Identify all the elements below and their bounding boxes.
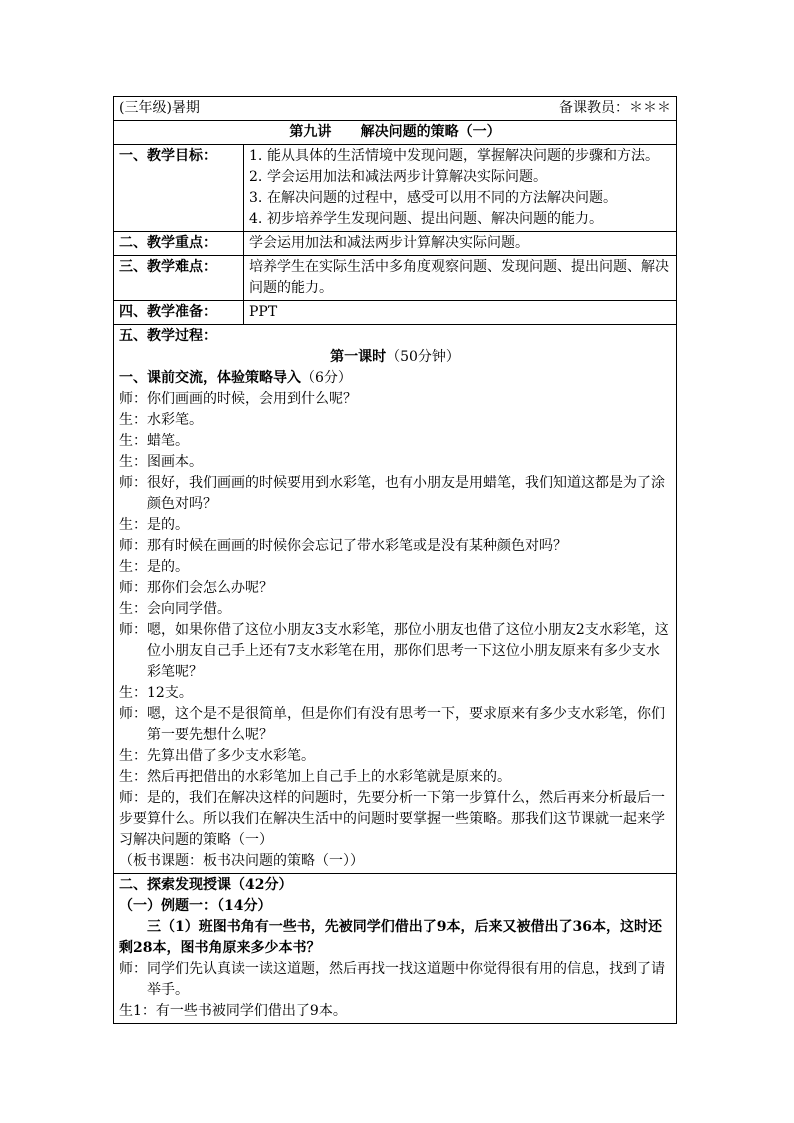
difficulties-text: 培养学生在实际生活中多角度观察问题、发现问题、提出问题、解决问题的能力。 xyxy=(244,256,677,301)
goals-label: 一、教学目标： xyxy=(114,145,244,232)
speech-text: 先算出借了多少支水彩笔。 xyxy=(147,748,315,764)
preparation-label: 四、教学准备： xyxy=(114,301,244,325)
example-problem: 三（1）班图书角有一些书，先被同学们借出了9本，后来又被借出了36本，这时还剩28本，图书角原来多少本书？ xyxy=(119,919,662,956)
goal-item: 2. 学会运用加法和减法两步计算解决实际问题。 xyxy=(249,169,547,185)
difficulties-label: 三、教学难点： xyxy=(114,256,244,301)
dialogue-line xyxy=(119,959,671,1001)
dialogue-line xyxy=(119,410,671,431)
goal-item: 4. 初步培养学生发现问题、提出问题、解决问题的能力。 xyxy=(249,211,603,227)
speaker-label: 生： xyxy=(119,559,147,575)
speaker-label: 师： xyxy=(119,706,147,722)
section2-title: 二、探索发现授课（42分） xyxy=(119,877,293,893)
speech-text: 同学们先认真读一读这道题，然后再找一找这道题中你觉得很有用的信息，找到了请举手。 xyxy=(147,961,665,998)
speech-text: 那你们会怎么办呢？ xyxy=(147,580,273,596)
lesson-plan-page xyxy=(113,96,677,1024)
speaker-label: 师： xyxy=(119,622,147,638)
speaker-label: 生1： xyxy=(119,1003,156,1019)
dialogue-line xyxy=(119,683,671,704)
lecture-title: 第九讲 解决问题的策略（一） xyxy=(114,121,677,145)
speaker-label: 生： xyxy=(119,685,147,701)
board-note: （板书课题：板书决问题的策略（一）） xyxy=(119,853,364,869)
difficulties-row xyxy=(114,256,677,301)
dialogue-line xyxy=(119,536,671,557)
key-points-row xyxy=(114,232,677,256)
speaker-label: 生： xyxy=(119,412,147,428)
dialogue-line xyxy=(119,515,671,536)
dialogue-line xyxy=(119,704,671,746)
example-label: （一）例题一：（14分） xyxy=(119,898,272,914)
goal-item: 3. 在解决问题的过程中，感受可以用不同的方法解决问题。 xyxy=(249,190,617,206)
preparation-text: PPT xyxy=(244,301,677,325)
goals-row xyxy=(114,145,677,232)
key-points-text: 学会运用加法和减法两步计算解决实际问题。 xyxy=(244,232,677,256)
speaker-label: 生： xyxy=(119,601,147,617)
speaker-label: 生： xyxy=(119,748,147,764)
header-row xyxy=(114,97,677,121)
speech-text: 是的。 xyxy=(147,559,189,575)
speaker-label: 师： xyxy=(119,538,147,554)
speaker-label: 生： xyxy=(119,769,147,785)
dialogue-line xyxy=(119,620,671,683)
speech-text: 会向同学借。 xyxy=(147,601,231,617)
speech-text: 嗯，如果你借了这位小朋友3支水彩笔，那位小朋友也借了这位小朋友2支水彩笔，这位小朋友自己手上还有7支水彩笔在用，那你们思考一下这位小朋友原来有多少支水彩笔呢？ xyxy=(147,622,669,680)
speech-text: 你们画画的时候，会用到什么呢？ xyxy=(147,391,357,407)
dialogue-line xyxy=(119,473,671,515)
dialogue-line xyxy=(119,431,671,452)
speech-text: 很好，我们画画的时候要用到水彩笔，也有小朋友是用蜡笔，我们知道这都是为了涂颜色对吗？ xyxy=(147,475,665,512)
speech-text: 蜡笔。 xyxy=(147,433,189,449)
title-row xyxy=(114,121,677,145)
goals-list xyxy=(249,146,671,230)
speech-text: 那有时候在画画的时候你会忘记了带水彩笔或是没有某种颜色对吗？ xyxy=(147,538,567,554)
speaker-label: 师： xyxy=(119,391,147,407)
speech-text: 有一些书被同学们借出了9本。 xyxy=(155,1003,347,1019)
dialogue-line xyxy=(119,557,671,578)
speaker-label: 师： xyxy=(119,475,147,491)
dialogue-line xyxy=(119,599,671,620)
speech-text: 12支。 xyxy=(147,685,193,701)
dialogue-line xyxy=(119,746,671,767)
dialogue-line xyxy=(119,389,671,410)
key-points-label: 二、教学重点： xyxy=(114,232,244,256)
lesson-heading: 第一课时（50分钟） xyxy=(330,349,460,365)
speech-text: 图画本。 xyxy=(147,454,203,470)
preparation-row xyxy=(114,301,677,325)
lesson-plan-table xyxy=(113,96,677,1024)
process-label: 五、教学过程： xyxy=(119,328,217,344)
section1-heading: 一、课前交流，体验策略导入（6分） xyxy=(119,370,352,386)
dialogue-line xyxy=(119,767,671,788)
grade-label: (三年级)暑期 xyxy=(119,100,200,116)
speaker-label: 师： xyxy=(119,961,147,977)
speaker-label: 师： xyxy=(119,580,147,596)
speaker-label: 生： xyxy=(119,433,147,449)
dialogue-line xyxy=(119,1001,671,1022)
speech-text: 然后再把借出的水彩笔加上自己手上的水彩笔就是原来的。 xyxy=(147,769,511,785)
process-row xyxy=(114,325,677,874)
dialogue-line xyxy=(119,452,671,473)
speech-text: 嗯，这个是不是很简单，但是你们有没有思考一下，要求原来有多少支水彩笔，你们第一要先想什么呢？ xyxy=(147,706,665,743)
goal-item: 1. 能从具体的生活情境中发现问题，掌握解决问题的步骤和方法。 xyxy=(249,148,659,164)
section2-row xyxy=(114,874,677,1024)
dialogue-list xyxy=(119,389,671,788)
dialogue-list xyxy=(119,959,671,1022)
teacher-label: 备课教员：＊＊＊ xyxy=(559,100,671,116)
speaker-label: 生： xyxy=(119,517,147,533)
speaker-label: 生： xyxy=(119,454,147,470)
dialogue-line xyxy=(119,578,671,599)
speech-text: 是的。 xyxy=(147,517,189,533)
closing-paragraph: 师：是的，我们在解决这样的问题时，先要分析一下第一步算什么，然后再来分析最后一步要算什么。所以我们在解决生活中的问题时要掌握一些策略。那我们这节课就一起来学习解决问题的策略（一） xyxy=(119,790,665,848)
speech-text: 水彩笔。 xyxy=(147,412,203,428)
